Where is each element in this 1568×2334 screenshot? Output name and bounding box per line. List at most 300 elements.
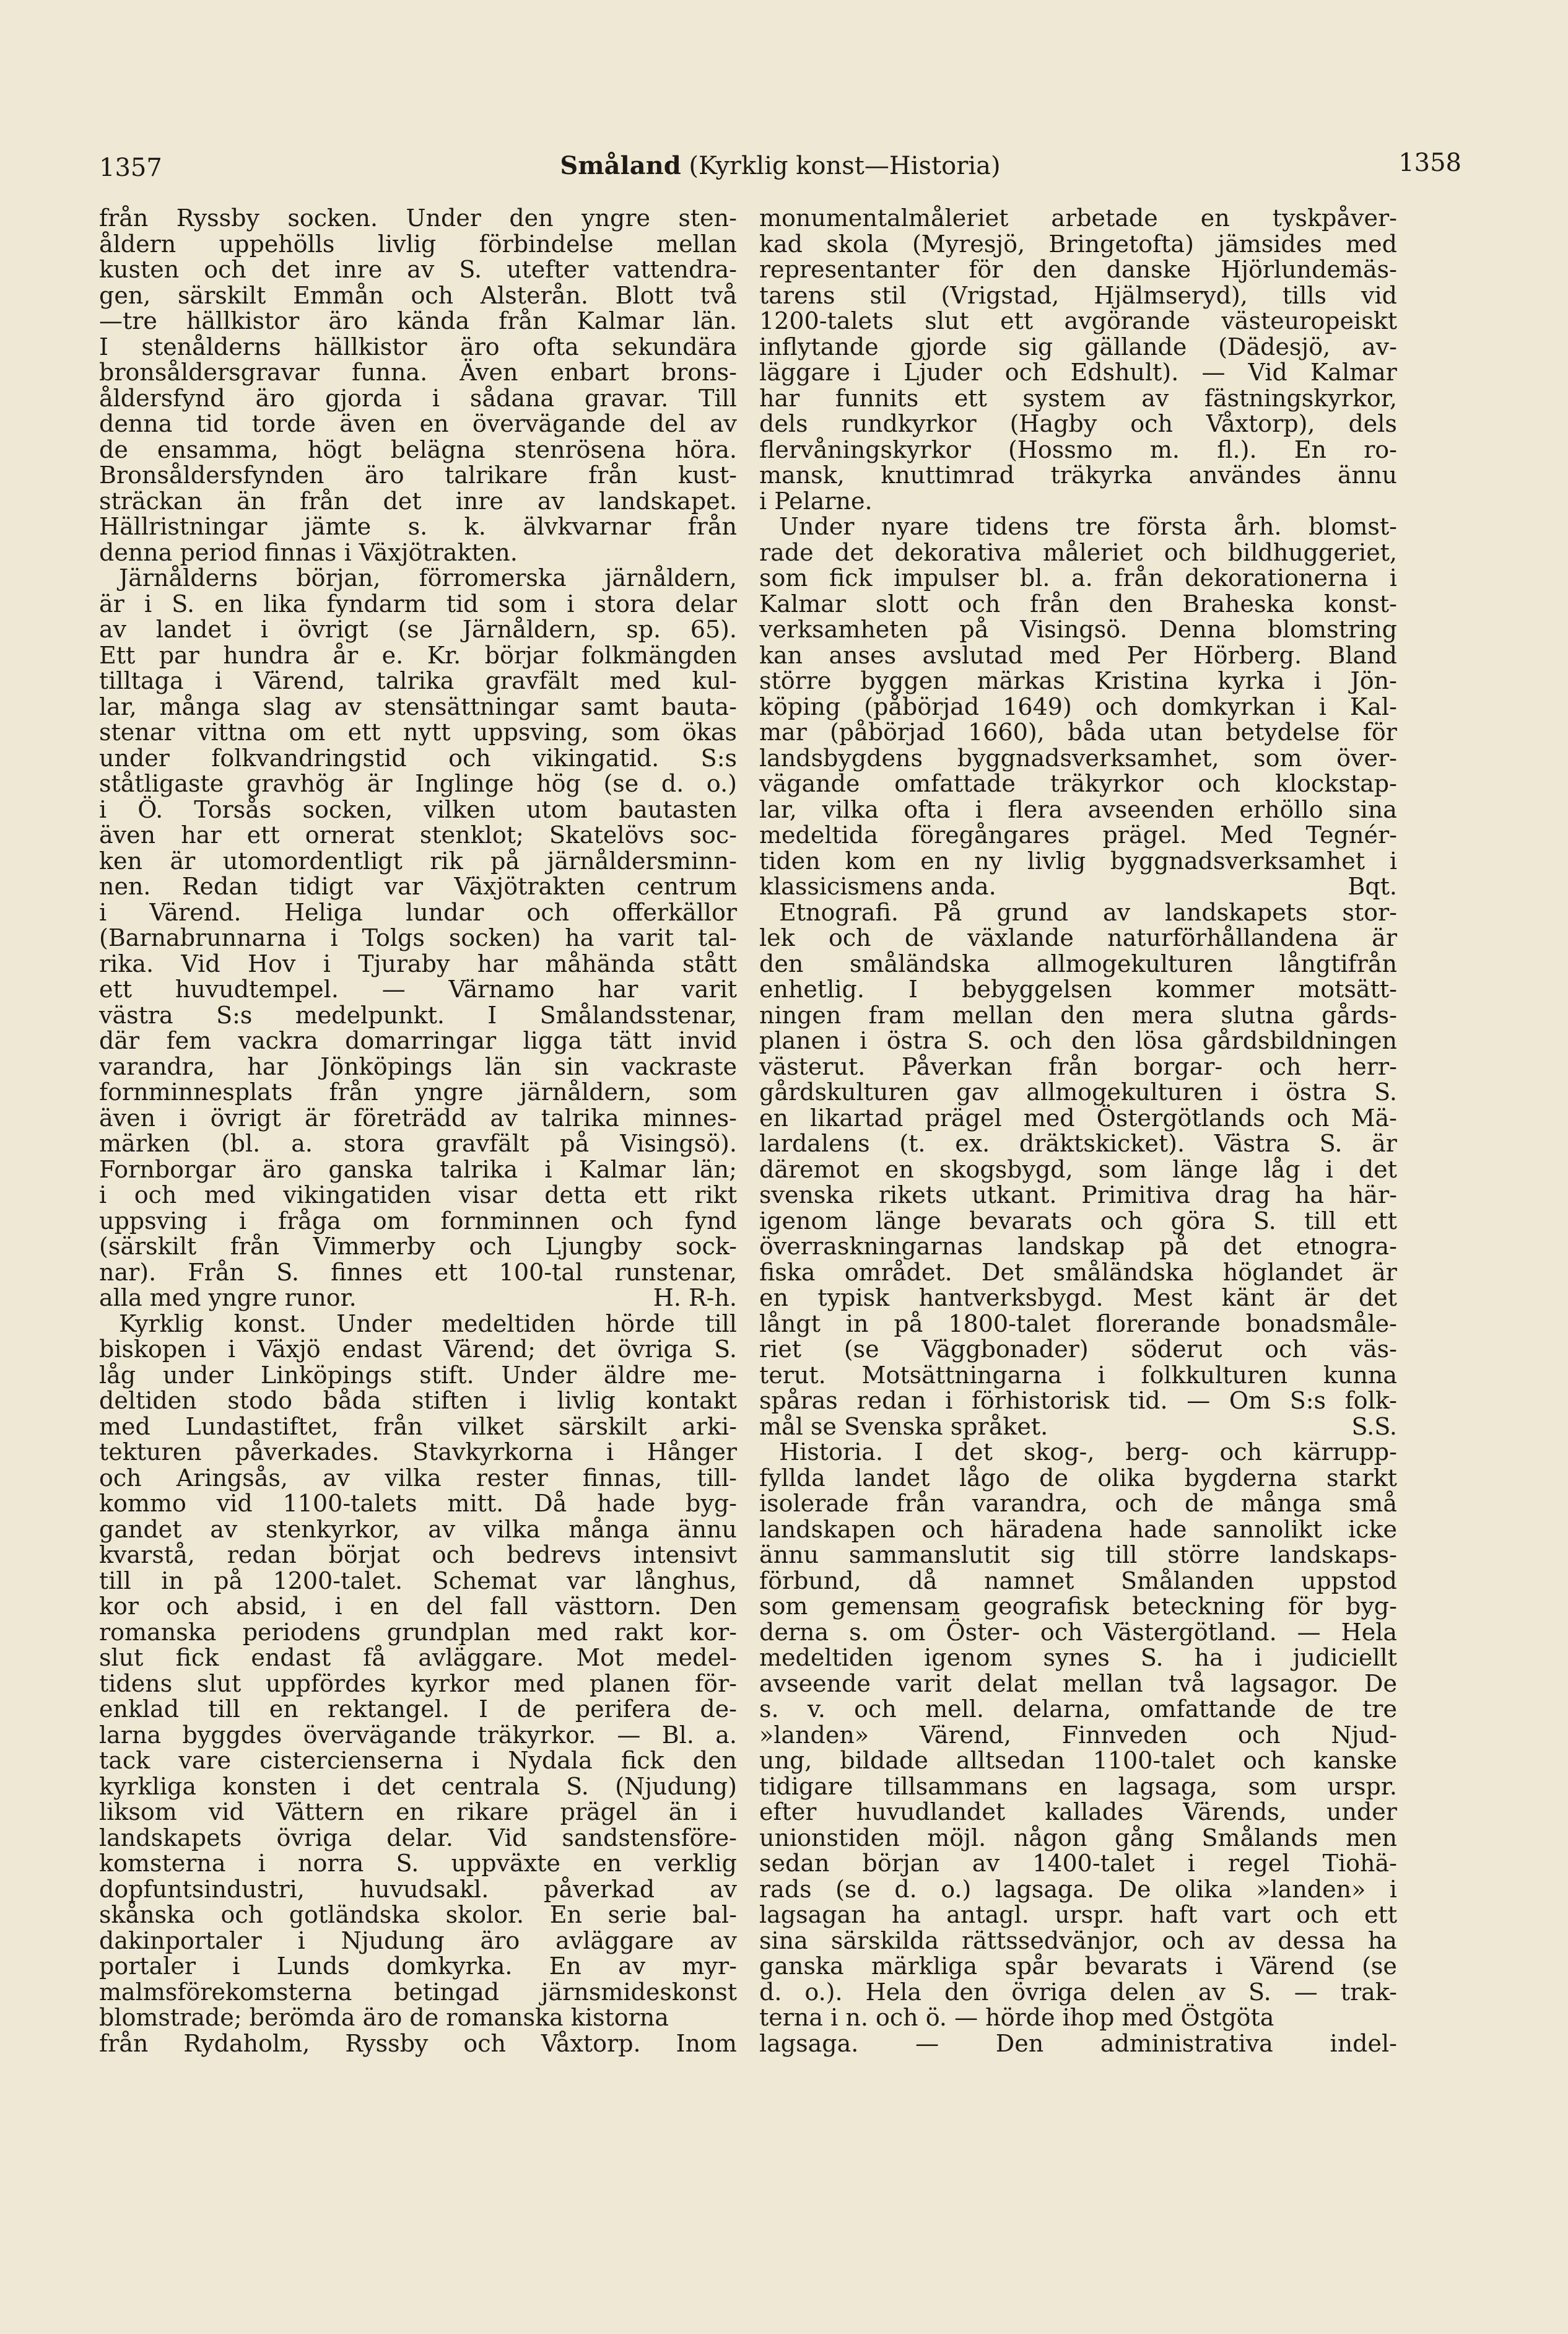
word: den <box>509 204 554 232</box>
word: 1649) <box>1003 693 1072 720</box>
word: olika <box>1174 1875 1232 1903</box>
word: det <box>557 1335 596 1363</box>
word: avgörande <box>1064 307 1190 334</box>
word: finnas, <box>582 1464 663 1492</box>
word: en <box>759 1284 788 1311</box>
word: vägande <box>759 770 860 797</box>
word: var <box>384 873 423 900</box>
word: äro <box>460 333 500 361</box>
word: Mest <box>1133 1284 1193 1311</box>
word: stenrösena <box>514 435 646 463</box>
word: stora <box>344 1130 405 1157</box>
word: centrala <box>441 1772 540 1800</box>
page-number-right: 1358 <box>1398 149 1461 177</box>
word: kul- <box>692 667 737 694</box>
text-line <box>759 1671 1397 1697</box>
word: gravfält <box>485 667 579 694</box>
word: tidigt <box>289 873 354 900</box>
word: ett <box>434 1258 468 1286</box>
author-signature: S.S. <box>1351 1412 1397 1440</box>
word: mellan <box>656 230 737 258</box>
word: avslutad <box>922 641 1024 669</box>
word: fråga <box>277 1207 341 1235</box>
word: långtifrån <box>1279 950 1397 977</box>
word: Jön- <box>1350 667 1397 694</box>
word: ken <box>99 847 142 875</box>
word: uppväxte <box>451 1850 560 1877</box>
word: tätt <box>609 1027 651 1054</box>
word: en <box>593 1850 622 1877</box>
word: Ryssby <box>176 204 259 232</box>
word: huvudtempel. <box>175 976 339 1003</box>
text-line <box>99 1671 737 1697</box>
word: höglandet <box>1222 1258 1343 1286</box>
word: av <box>407 256 435 283</box>
word: Hela <box>865 1978 922 2006</box>
word: kommer <box>1156 976 1255 1003</box>
word: ganska <box>759 1952 844 1980</box>
word: Västergötland. <box>1103 1618 1277 1646</box>
word: kust- <box>677 461 737 489</box>
text-line <box>759 668 1397 694</box>
word: gravhög <box>246 770 345 797</box>
text-line <box>759 771 1397 797</box>
word: grundplan <box>386 1618 511 1646</box>
word: som <box>688 1078 737 1106</box>
word: övervägande <box>303 1721 456 1749</box>
word: vid <box>216 1490 253 1517</box>
word: prägel <box>560 1798 637 1825</box>
text-line <box>99 232 737 258</box>
word: från <box>1114 564 1164 592</box>
word: prägel <box>925 1104 1002 1132</box>
word: över- <box>1336 744 1397 772</box>
word: — <box>915 2029 939 2057</box>
word: S:s <box>216 1001 253 1029</box>
text-line <box>759 1260 1397 1286</box>
word: tid. <box>1128 1387 1168 1414</box>
word: västerut. <box>759 1052 866 1080</box>
word: i <box>330 924 338 951</box>
word: (Barnabrunnarna <box>99 924 307 951</box>
text-line <box>99 1542 737 1568</box>
word: är <box>367 770 393 797</box>
word: En <box>549 1901 582 1928</box>
text-line <box>99 206 737 232</box>
word: blomstring <box>1267 616 1397 643</box>
word: stor- <box>1342 898 1397 926</box>
word: gravar. <box>584 384 669 412</box>
word: i <box>99 898 107 926</box>
word: arki- <box>682 1412 737 1440</box>
word: Heliga <box>284 898 363 926</box>
word: flervåningskyrkor <box>759 435 971 463</box>
word: västtorn. <box>555 1593 662 1620</box>
text-line <box>99 514 737 540</box>
text-line <box>759 1285 1397 1311</box>
text-line <box>99 1466 737 1492</box>
word: från <box>99 204 149 232</box>
word: ett <box>1364 1207 1397 1235</box>
word: stift. <box>419 1361 474 1389</box>
text-line <box>759 1363 1397 1389</box>
word: har <box>598 976 638 1003</box>
word: Hjälmseryd), <box>1094 281 1248 309</box>
word: i <box>975 795 983 823</box>
word: landskapets <box>1165 898 1308 926</box>
word: mar <box>759 719 807 746</box>
word: kallades <box>1045 1798 1144 1825</box>
word: som <box>1248 1772 1297 1800</box>
word: Bringetofta) <box>1048 230 1194 258</box>
word: söderut <box>1131 1335 1222 1363</box>
word: derna <box>759 1618 829 1646</box>
word: vittna <box>197 719 267 746</box>
word: ett <box>1000 307 1034 334</box>
text-line <box>759 1594 1397 1620</box>
word: nen. <box>99 873 151 900</box>
word: tiden <box>759 847 821 875</box>
word: På <box>933 898 962 926</box>
word: rektangel. <box>327 1695 450 1723</box>
word: Värend; <box>443 1335 536 1363</box>
text-line <box>99 540 737 566</box>
word: då <box>908 1567 938 1594</box>
word: första <box>1137 513 1207 540</box>
word: lek <box>759 924 795 951</box>
word: namnet <box>983 1567 1074 1594</box>
word: Schemat <box>432 1567 537 1594</box>
word: vikingatiden <box>283 1181 432 1209</box>
word: äro <box>262 1155 302 1183</box>
word: talrika <box>440 1155 518 1183</box>
word: i <box>518 1387 526 1414</box>
word: medel- <box>656 1644 737 1671</box>
word: (påbörjad <box>830 719 945 746</box>
word: delarna, <box>1013 1695 1112 1723</box>
word: från <box>99 2029 149 2057</box>
word: funnits <box>835 384 919 412</box>
word: och <box>166 1593 209 1620</box>
word: — <box>617 1721 641 1749</box>
word: Hånger <box>647 1438 737 1466</box>
text-line <box>99 1363 737 1389</box>
text-line <box>759 823 1397 849</box>
word: domkyrka. <box>386 1952 513 1980</box>
text-line <box>99 1620 737 1646</box>
word: rads <box>759 1875 812 1903</box>
word: sekundära <box>612 333 737 361</box>
word: en <box>419 410 449 437</box>
word: S. <box>396 1850 419 1877</box>
text-line <box>99 1799 737 1825</box>
word: i <box>1313 667 1322 694</box>
word: avläggare <box>555 1926 674 1954</box>
word: alltsedan <box>956 1747 1065 1774</box>
word: i <box>471 1747 480 1774</box>
word: i <box>297 1926 305 1954</box>
word: utomordentligt <box>222 847 403 875</box>
word: småländska <box>1053 1258 1194 1286</box>
word: Även <box>460 359 518 386</box>
word: Historia. <box>779 1438 883 1466</box>
word: Hörberg. <box>1193 641 1302 669</box>
word: Bl. <box>661 1721 694 1749</box>
text-line <box>99 1902 737 1928</box>
word: båda <box>323 1387 381 1414</box>
word: landskaps- <box>1270 1541 1397 1568</box>
word: som <box>1098 1155 1148 1183</box>
word: s. <box>407 513 428 540</box>
word: landet <box>855 1464 930 1492</box>
word: Njudung <box>341 1926 445 1954</box>
word: sin <box>554 1052 589 1080</box>
word: till <box>208 1695 240 1723</box>
word: växlande <box>967 924 1074 951</box>
word: rakt <box>614 1618 663 1646</box>
word: delen <box>1109 1978 1175 2006</box>
word: denna <box>99 410 173 437</box>
text-line <box>99 437 737 463</box>
word: dakinportaler <box>99 1926 262 1954</box>
word: gång <box>1115 1824 1174 1851</box>
text-line <box>99 925 737 951</box>
text-line <box>759 746 1397 772</box>
word: — <box>381 976 406 1003</box>
word: deltiden <box>99 1387 197 1414</box>
word: Under <box>406 204 481 232</box>
word: landskapets <box>99 1824 242 1851</box>
word: påverkad <box>544 1875 655 1903</box>
word: av <box>972 1850 1000 1877</box>
word: den <box>759 950 804 977</box>
word: utkant. <box>972 1181 1057 1209</box>
word: Den <box>689 1593 737 1620</box>
word: slut <box>99 1644 144 1671</box>
word: Växjötrakten <box>454 873 606 900</box>
text-line <box>759 1799 1397 1825</box>
word: Ryssby <box>345 2029 429 2057</box>
word: många <box>568 1515 650 1543</box>
page-number-left: 1357 <box>99 154 162 182</box>
text-line <box>99 1877 737 1903</box>
text-line <box>759 1388 1397 1414</box>
word: allmogekulturen <box>1036 950 1233 977</box>
word: a. <box>291 1130 313 1157</box>
word: länge <box>875 1207 941 1235</box>
word: Ljuder <box>904 359 982 386</box>
word: prägel. <box>1102 821 1187 849</box>
text-line <box>759 1414 1397 1440</box>
word: o.). <box>804 1978 843 2006</box>
word: Tjuraby <box>358 950 450 977</box>
text-line <box>99 1594 737 1620</box>
word: starkt <box>1326 1464 1397 1492</box>
word: slut <box>196 1669 242 1697</box>
word: nar). <box>99 1258 157 1286</box>
word: konsten <box>222 1772 317 1800</box>
word: låg <box>1263 1155 1300 1183</box>
word: i <box>1389 564 1397 592</box>
word: Nydala <box>508 1747 593 1774</box>
word: och <box>463 2029 506 2057</box>
word: larna <box>99 1721 162 1749</box>
text-line <box>759 1902 1397 1928</box>
text-line <box>759 463 1397 489</box>
word: i <box>214 667 222 694</box>
word: Värend, <box>253 667 346 694</box>
word: redan <box>856 1387 926 1414</box>
word: en <box>214 590 244 618</box>
word: liksom <box>99 1798 177 1825</box>
word: det <box>1358 1155 1397 1183</box>
word: par <box>159 641 199 669</box>
word: av <box>1227 1926 1255 1954</box>
word: Jönköpings <box>320 1052 453 1080</box>
word: bal- <box>692 1901 737 1928</box>
word: (påbörjad <box>864 693 980 720</box>
word: livlig <box>1027 847 1086 875</box>
word: möjl. <box>927 1824 987 1851</box>
word: båda <box>1067 719 1126 746</box>
word: byg- <box>686 1490 737 1517</box>
word: och <box>1162 1926 1205 1954</box>
word: av- <box>1362 333 1397 361</box>
word: portaler <box>99 1952 196 1980</box>
word: det <box>377 1772 416 1800</box>
word: v. <box>807 1695 825 1723</box>
word: västeuropeiskt <box>1221 307 1397 334</box>
word: Smålandsstenar, <box>539 1001 737 1029</box>
text-line <box>759 1723 1397 1749</box>
word: konst- <box>1323 590 1397 618</box>
word: en <box>920 847 950 875</box>
word: och <box>1286 1104 1330 1132</box>
word: kunna <box>1323 1361 1397 1389</box>
text-line <box>99 617 737 643</box>
word: talrika <box>541 1104 619 1132</box>
word: bevarats <box>1084 1952 1188 1980</box>
text-line <box>759 951 1397 977</box>
word: träkyrka <box>1050 461 1152 489</box>
word: bildhuggeriet, <box>1227 538 1397 566</box>
word: 1200-talet. <box>272 1567 403 1594</box>
word: inre <box>455 487 503 515</box>
word: s. <box>849 1618 869 1646</box>
word: I <box>908 976 918 1003</box>
word: Smålanden <box>1120 1567 1255 1594</box>
word: var <box>567 1567 606 1594</box>
word: rundkyrkor <box>841 410 977 437</box>
text-line <box>759 514 1397 540</box>
word: från <box>499 307 548 334</box>
word: järnsmideskonst <box>541 1978 737 2006</box>
author-signature: H. R-h. <box>653 1284 737 1311</box>
text-line <box>99 1825 737 1851</box>
word: knuttimrad <box>881 461 1015 489</box>
word: en <box>395 1798 425 1825</box>
word: och <box>1265 1335 1307 1363</box>
word: från <box>687 513 737 540</box>
word: De <box>1118 1875 1151 1903</box>
word: och <box>1130 410 1173 437</box>
text-line <box>759 308 1397 334</box>
word: Inom <box>676 2029 737 2057</box>
text-line <box>759 1080 1397 1106</box>
word: en <box>759 1104 788 1132</box>
word: av <box>428 1515 456 1543</box>
word: del <box>426 1593 463 1620</box>
word: dels <box>1348 410 1397 437</box>
word: k. <box>464 513 486 540</box>
word: landskap <box>1017 1233 1125 1260</box>
word: sig <box>1040 1541 1075 1568</box>
word: enbart <box>550 359 629 386</box>
text-line <box>759 849 1397 875</box>
text-line <box>759 1748 1397 1774</box>
word: absid, <box>236 1593 308 1620</box>
word: äldre <box>603 1361 666 1389</box>
word: det <box>271 256 310 283</box>
word: monumentalmåleriet <box>759 204 1009 232</box>
word: är <box>1304 1284 1330 1311</box>
word: med <box>99 1412 150 1440</box>
word: västra <box>99 1001 173 1029</box>
word: S:s <box>700 744 737 772</box>
text-line <box>99 1003 737 1029</box>
word: i <box>1215 1952 1223 1980</box>
word: Till <box>699 384 737 412</box>
word: Under <box>779 513 855 540</box>
word: system <box>1022 384 1106 412</box>
word: Kristina <box>1094 667 1189 694</box>
word: uppfördes <box>265 1669 386 1697</box>
word: (Dädesjö, <box>1218 333 1331 361</box>
word: sträckan <box>99 487 203 515</box>
text-line <box>759 874 1397 900</box>
word: (Njudung) <box>615 1772 737 1800</box>
word: och <box>957 590 1001 618</box>
word: under <box>1326 1798 1397 1825</box>
word: två <box>1168 1669 1206 1697</box>
word: Järnålderns <box>119 564 258 592</box>
text-line <box>759 283 1397 309</box>
word: om <box>889 1618 926 1646</box>
text-line <box>99 1645 737 1671</box>
word: Vimmerby <box>313 1233 435 1260</box>
word: lagsaga. <box>759 2029 859 2057</box>
word: dekorationerna <box>1185 564 1369 592</box>
word: för <box>1288 1593 1323 1620</box>
word: florerande <box>1095 1309 1221 1337</box>
word: ha <box>565 924 595 951</box>
text-line <box>99 746 737 772</box>
word: gemensam <box>831 1593 960 1620</box>
word: antagl. <box>946 1901 1029 1928</box>
word: socken. <box>287 204 378 232</box>
word: än <box>668 1798 698 1825</box>
word: landskapet. <box>599 487 737 515</box>
word: centrum <box>636 873 737 900</box>
word: början, <box>296 564 381 592</box>
word: bautasten <box>618 795 737 823</box>
word: slag <box>263 693 311 720</box>
word: judiciellt <box>1292 1644 1397 1671</box>
word: fram <box>868 1001 925 1029</box>
word: slutna <box>1221 1001 1294 1029</box>
word: äro <box>480 1926 520 1954</box>
word: utefter <box>507 256 589 283</box>
